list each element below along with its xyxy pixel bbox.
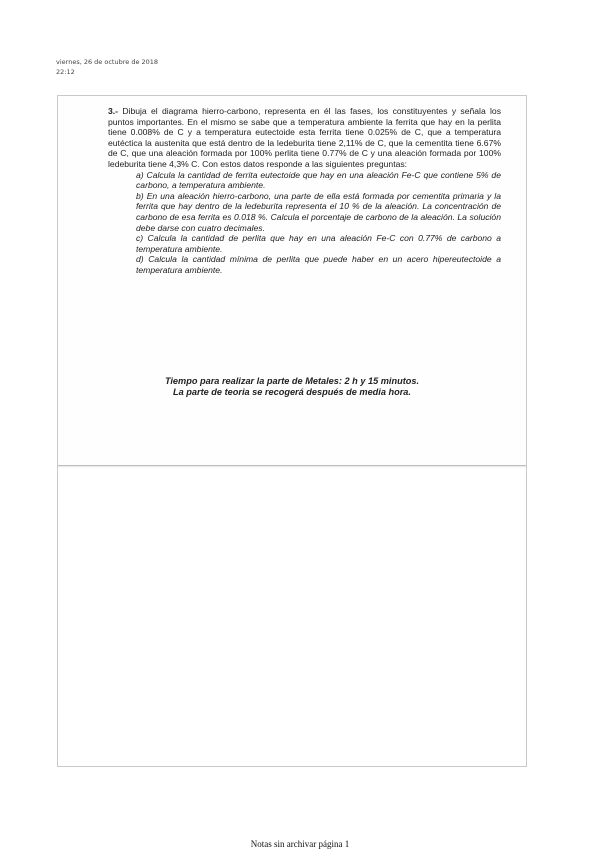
time-note	[58, 376, 526, 398]
page-footer: Notas sin archivar página 1	[250, 839, 350, 849]
time-note-line-1: Tiempo para realizar la parte de Metales: 2 h y 15 minutos.	[164, 376, 420, 386]
question-a: a) Calcula la cantidad de ferrita eutectoide que hay en una aleación Fe-C que contiene 5% de carbono, a temperatura ambiente.	[136, 169, 501, 191]
page-fold-shadow	[58, 466, 526, 468]
scanned-page-top-half	[58, 96, 526, 466]
problem-statement-paragraph	[108, 106, 501, 170]
question-d: d) Calcula la cantidad mínima de perlita que puede haber en un acero hipereutectoide a temperatura ambiente.	[136, 254, 501, 275]
question-b: b) En una aleación hierro-carbono, una parte de ella está formada por cementita primaria y la ferrita que hay dentro de la ledeburita representa el 10 % de la aleación. La concentración de carbono de esa ferrita es 0.018 %. Calcula el porcentaje de carbono de la aleación. La solución debe darse con cuatro decimales.	[136, 190, 501, 233]
note-time: 22:12	[56, 68, 75, 76]
note-header	[56, 57, 158, 77]
scanned-page	[57, 95, 527, 767]
note-date: viernes, 26 de octubre de 2018	[56, 58, 159, 66]
question-list	[108, 170, 501, 276]
problem-block	[108, 106, 501, 276]
question-c: c) Calcula la cantidad de perlita que hay en una aleación Fe-C con 0.77% de carbono a temperatura ambiente.	[136, 233, 501, 254]
problem-number: 3.-	[108, 106, 119, 116]
time-note-line-2: La parte de teoria se recogerá después de media hora.	[173, 387, 411, 397]
problem-statement: Dibuja el diagrama hierro-carbono, representa en él las fases, los constituyentes y señala los puntos importantes. En el mismo se sabe que a temperatura ambiente la ferrita que hay en la perlita tiene 0.008% de C y a temperatura eutectoide esta ferrita tiene 0.025% de C, que a temperatura eutéctica la austenita que está dentro de la ledeburita tiene 2,11% de C, que la cementita tiene 6.67% de C, que una aleación formada por 100% perlita tiene 0.77% de C y una aleación formada por 100% ledeburita tiene 4,3% C. Con estos datos responde a las siguientes preguntas:	[108, 106, 502, 169]
